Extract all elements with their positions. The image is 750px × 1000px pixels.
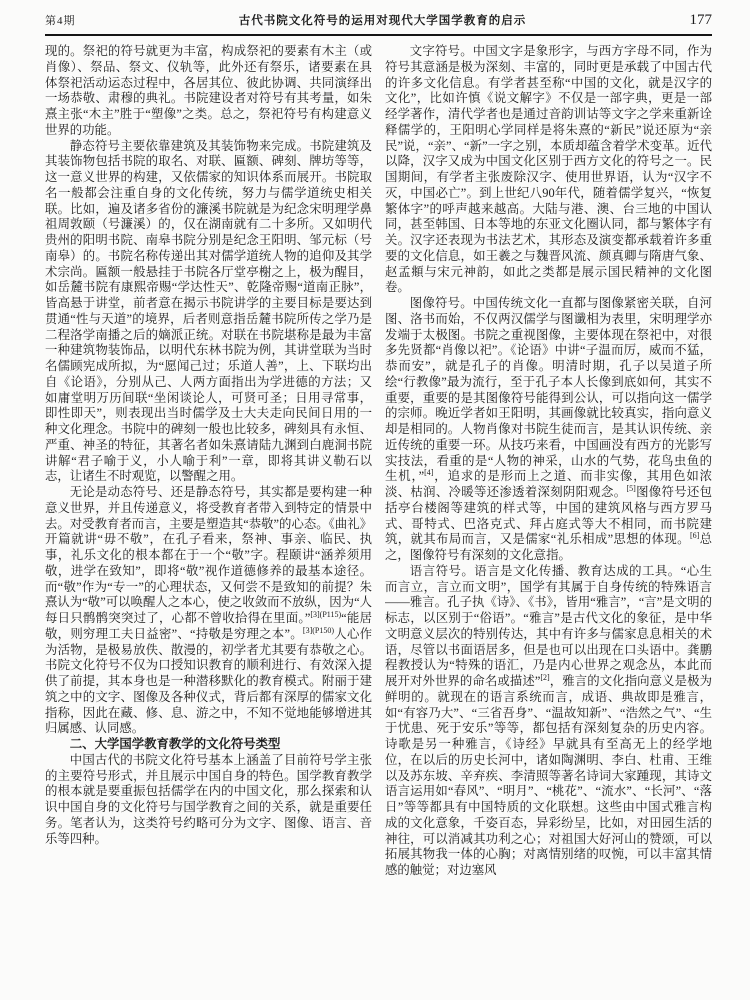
paragraph: 图像符号。中国传统文化一直都与图像紧密关联，自河图、洛书而始，不仅两汉儒学与图谶相为表里，宋明理学亦发端于太极图。书院之重视图像，主要体现在祭祀中，对很多先贤都“肖像以祀”。《论语》中讲“子温而厉，威而不猛，恭而安”，就是孔子的肖像。明清时期，孔子以吴道子所绘“行教像”最为流行，至于孔子本人长像到底如何，其实不重要，重要的是其图像符号能得到公认，可以指向这一儒学的宗师。晚近学者如王阳明，其画像就比较真实，指向意义却是相同的。人物肖像对书院生徒而言，是其认识传统、亲近传统的重要一环。从技巧来看，中国画没有西方的光影写实技法，看重的是“人物的神采，山水的气势，花鸟虫鱼的生机，”[4]，追求的是形而上之道、而非实像，其用色如浓淡、枯润、冷暖等还渗透着深刻阴阳观念。[5]图像符号还包括亭台楼阁等建筑的样式等，中国的建筑风格与西方罗马式、哥特式、巴洛克式、拜占庭式等大不相同，而书院建筑，就其布局而言，又是儒家“礼乐相成”思想的体现。[6]总之，图像符号有深刻的文化意指。 — [385, 296, 712, 562]
issue-number: 第4期 — [45, 15, 76, 27]
section-heading: 二、大学国学教育教学的文化符号类型 — [69, 737, 281, 751]
paragraph: 语言符号。语言是文化传播、教育达成的工具。“心生而言立，言立而文明”，国学有其属于自身传统的特殊语言——雅言。孔子执《诗》、《书》，皆用“雅言”，“言”是文明的标志，以区别于“俗语”。“雅言”是古代文化的象征，是中华文明意义层次的特别传达，其中有许多与儒家息息相关的术语，尽管以书面语居多，但是也可以出现在口头语中。龚鹏程教授认为“特殊的语汇，乃是内心世界之观念丛，本此而展开对外世界的命名或描述”[2]，雅言的文化指向意义是极为鲜明的。就现在的语言系统而言，成语、典故即是雅言，如“有容乃大”、“三省吾身”、“温故知新”、“浩然之气”、“生于忧患、死于安乐”等等，都包括有深刻复杂的历史内容。诗歌是另一种雅言，《诗经》早就具有至高无上的经学地位，在以后的历史长河中，诸如陶渊明、李白、杜甫、王维以及苏东坡、辛弃疾、李清照等著名诗词大家踵现，其诗文语言运用如“春风”、“明月”、“桃花”、“流水”、“长河”、“落日”等等都具有中国特质的文化联想。这些由中国式雅言构成的文化意象，千姿百态，异彩纷呈，比如，对田园生活的神往，可以消减其功利之心；对祖国大好河山的赞颂，可以拓展其物我一体的心胸；对离情别绪的叹惋，可以丰富其情感的触觉；对边塞风 — [385, 563, 712, 877]
paragraph: 无论是动态符号、还是静态符号，其实都是要构建一种意义世界，并且传递意义，将受教育者带入到特定的情景中去。对受教育者而言，主要是塑造其“恭敬”的心态。《曲礼》开篇就讲“毋不敬”，在孔子看来，祭神、事亲、临民、执事，礼乐文化的根本都在于一个“敬”字。程颐讲“涵养须用敬，进学在致知”，即将“敬”视作道德修养的最基本途径。而“敬”作为“专一”的心理状态，又何尝不是致知的前提？朱熹认为“敬”可以唤醒人之本心，使之收敛而不放纵，因为“人每日只鹘鹘突突过了，心都不曾收拾得在里面。”$^{[3](P115)}$“能居敬，则穷理工夫日益密”、“持敬是穷理之本”。$^{[3](P150)}$人心作为活物，是极易放佚、散漫的，初学者尤其要有恭敬之心。书院文化符号不仅为口授知识教育的顺利进行、有效深入提供了前提，其本身也是一种潜移默化的教育模式。附丽于建筑之中的文字、图像及各种仪式，背后都有深厚的儒家文化指称，因此在藏、修、息、游之中，不知不觉地能够增进其归属感、认同感。 — [45, 485, 372, 736]
paragraph: 现的。祭祀的符号就更为丰富，构成祭祀的要素有木主（或肖像）、祭品、祭文、仪轨等，此外还有祭乐，诸要素在具体祭祀活动运态过程中，各居其位、彼此协调、共同演绎出一场恭敬、肃穆的典礼。书院建设者对符号有其考量，如朱熹主张“木主”胜于“塑像”之类。总之，祭祀符号有构建意义世界的功能。 — [45, 44, 372, 137]
paragraph: 文字符号。中国文字是象形字，与西方字母不同，作为符号其意涵是极为深刻、丰富的，同时更是承载了中国古代的许多文化信息。有学者甚至称“中国的文化，就是汉字的文化”，比如许慎《说文解字》不仅是一部字典，更是一部经学著作，清代学者也是通过音韵训诂等文字之学来重新诠释儒学的，王阳明心学同样是将朱熹的“新民”说还原为“亲民”说，“亲”、“新”一字之别，本质却蕴含着学术变革。近代以降，汉字又成为中国文化区别于西方文化的符号之一。民国期间，有学者主张废除汉字、使用世界语，认为“汉字不灭，中国必亡”。到上世纪八90年代，随着儒学复兴，“恢复繁体字”的呼声越来越高。大陆与港、澳、台三地的中国认同，甚至韩国、日本等地的东亚文化圈认同，都与繁体字有关。汉字还表现为书法艺术，其形态及演变都承载着许多重要的文化信息，如王羲之与魏晋风流、颜真卿与隋唐气象、赵孟頫与宋元神韵，如此之类都是展示国民精神的文化图卷。 — [385, 44, 712, 295]
page-header — [45, 12, 712, 29]
article-body — [45, 44, 712, 992]
left-column — [45, 44, 372, 992]
running-title: 古代书院文化符号的运用对现代大学国学教育的启示 — [238, 15, 527, 27]
right-column — [385, 44, 712, 992]
page-number: 177 — [689, 12, 712, 28]
paragraph: 中国古代的书院文化符号基本上涵盖了目前符号学主张的主要符号形式，并且展示中国自身的特色。国学教育教学的根本就是要重振包括儒学在内的中国文化，那么探索和认识中国自身的文化符号与国学教育之间的关系，就是重要任务。笔者认为，这类符号约略可分为文字、图像、语言、音乐等四种。 — [45, 752, 372, 846]
header-rule — [45, 34, 712, 36]
paragraph: 静态符号主要依靠建筑及其装饰物来完成。书院建筑及其装饰物包括书院的取名、对联、匾额、碑刻、牌坊等等，这一意义世界的构建，又依儒家的知识体系而展开。书院取名一般都会注重自身的文化传统，努力与儒学道统史相关联。比如，遍及诸多省份的濂溪书院就是为纪念宋明理学鼻祖周敦颐（号濂溪）的，仅在湖南就有二十多所。又如明代贵州的阳明书院、南皋书院分别是纪念王阳明、邹元标（号南皋）的。书院名称传递出其对儒学道统人物的追仰及其学术宗尚。匾额一般悬挂于书院各厅堂亭榭之上，极为醒目，如岳麓书院有康熙帝赐“学达性天”、乾隆帝赐“道南正脉”，皆高悬于讲堂，前者意在揭示书院讲学的主要目标是要达到贯通“性与天道”的境界，后者则意指岳麓书院所传之学乃是二程洛学南播之后的嫡派正统。对联在书院堪称是最为丰富一种建筑物装饰品，以明代东林书院为例，其讲堂联为当时名儒顾宪成所拟，为“愿闻己过；乐道人善”，上、下联均出自《论语》，分别从己、人两方面指出为学进德的方法；又如庸堂明万历间联“坐闲谈论人，可贤可圣；日用寻常事，即性即天”，则表现出当时儒学及士大夫走向民间日用的一种文化理念。书院中的碑刻一般也比较多，碑刻具有永恒、严重、神圣的特征，其著名者如朱熹请陆九渊到白鹿洞书院讲解“君子喻于义，小人喻于利”一章，即将其讲义勒石以志，让诸生不时观览，以警醒之用。 — [45, 138, 372, 484]
